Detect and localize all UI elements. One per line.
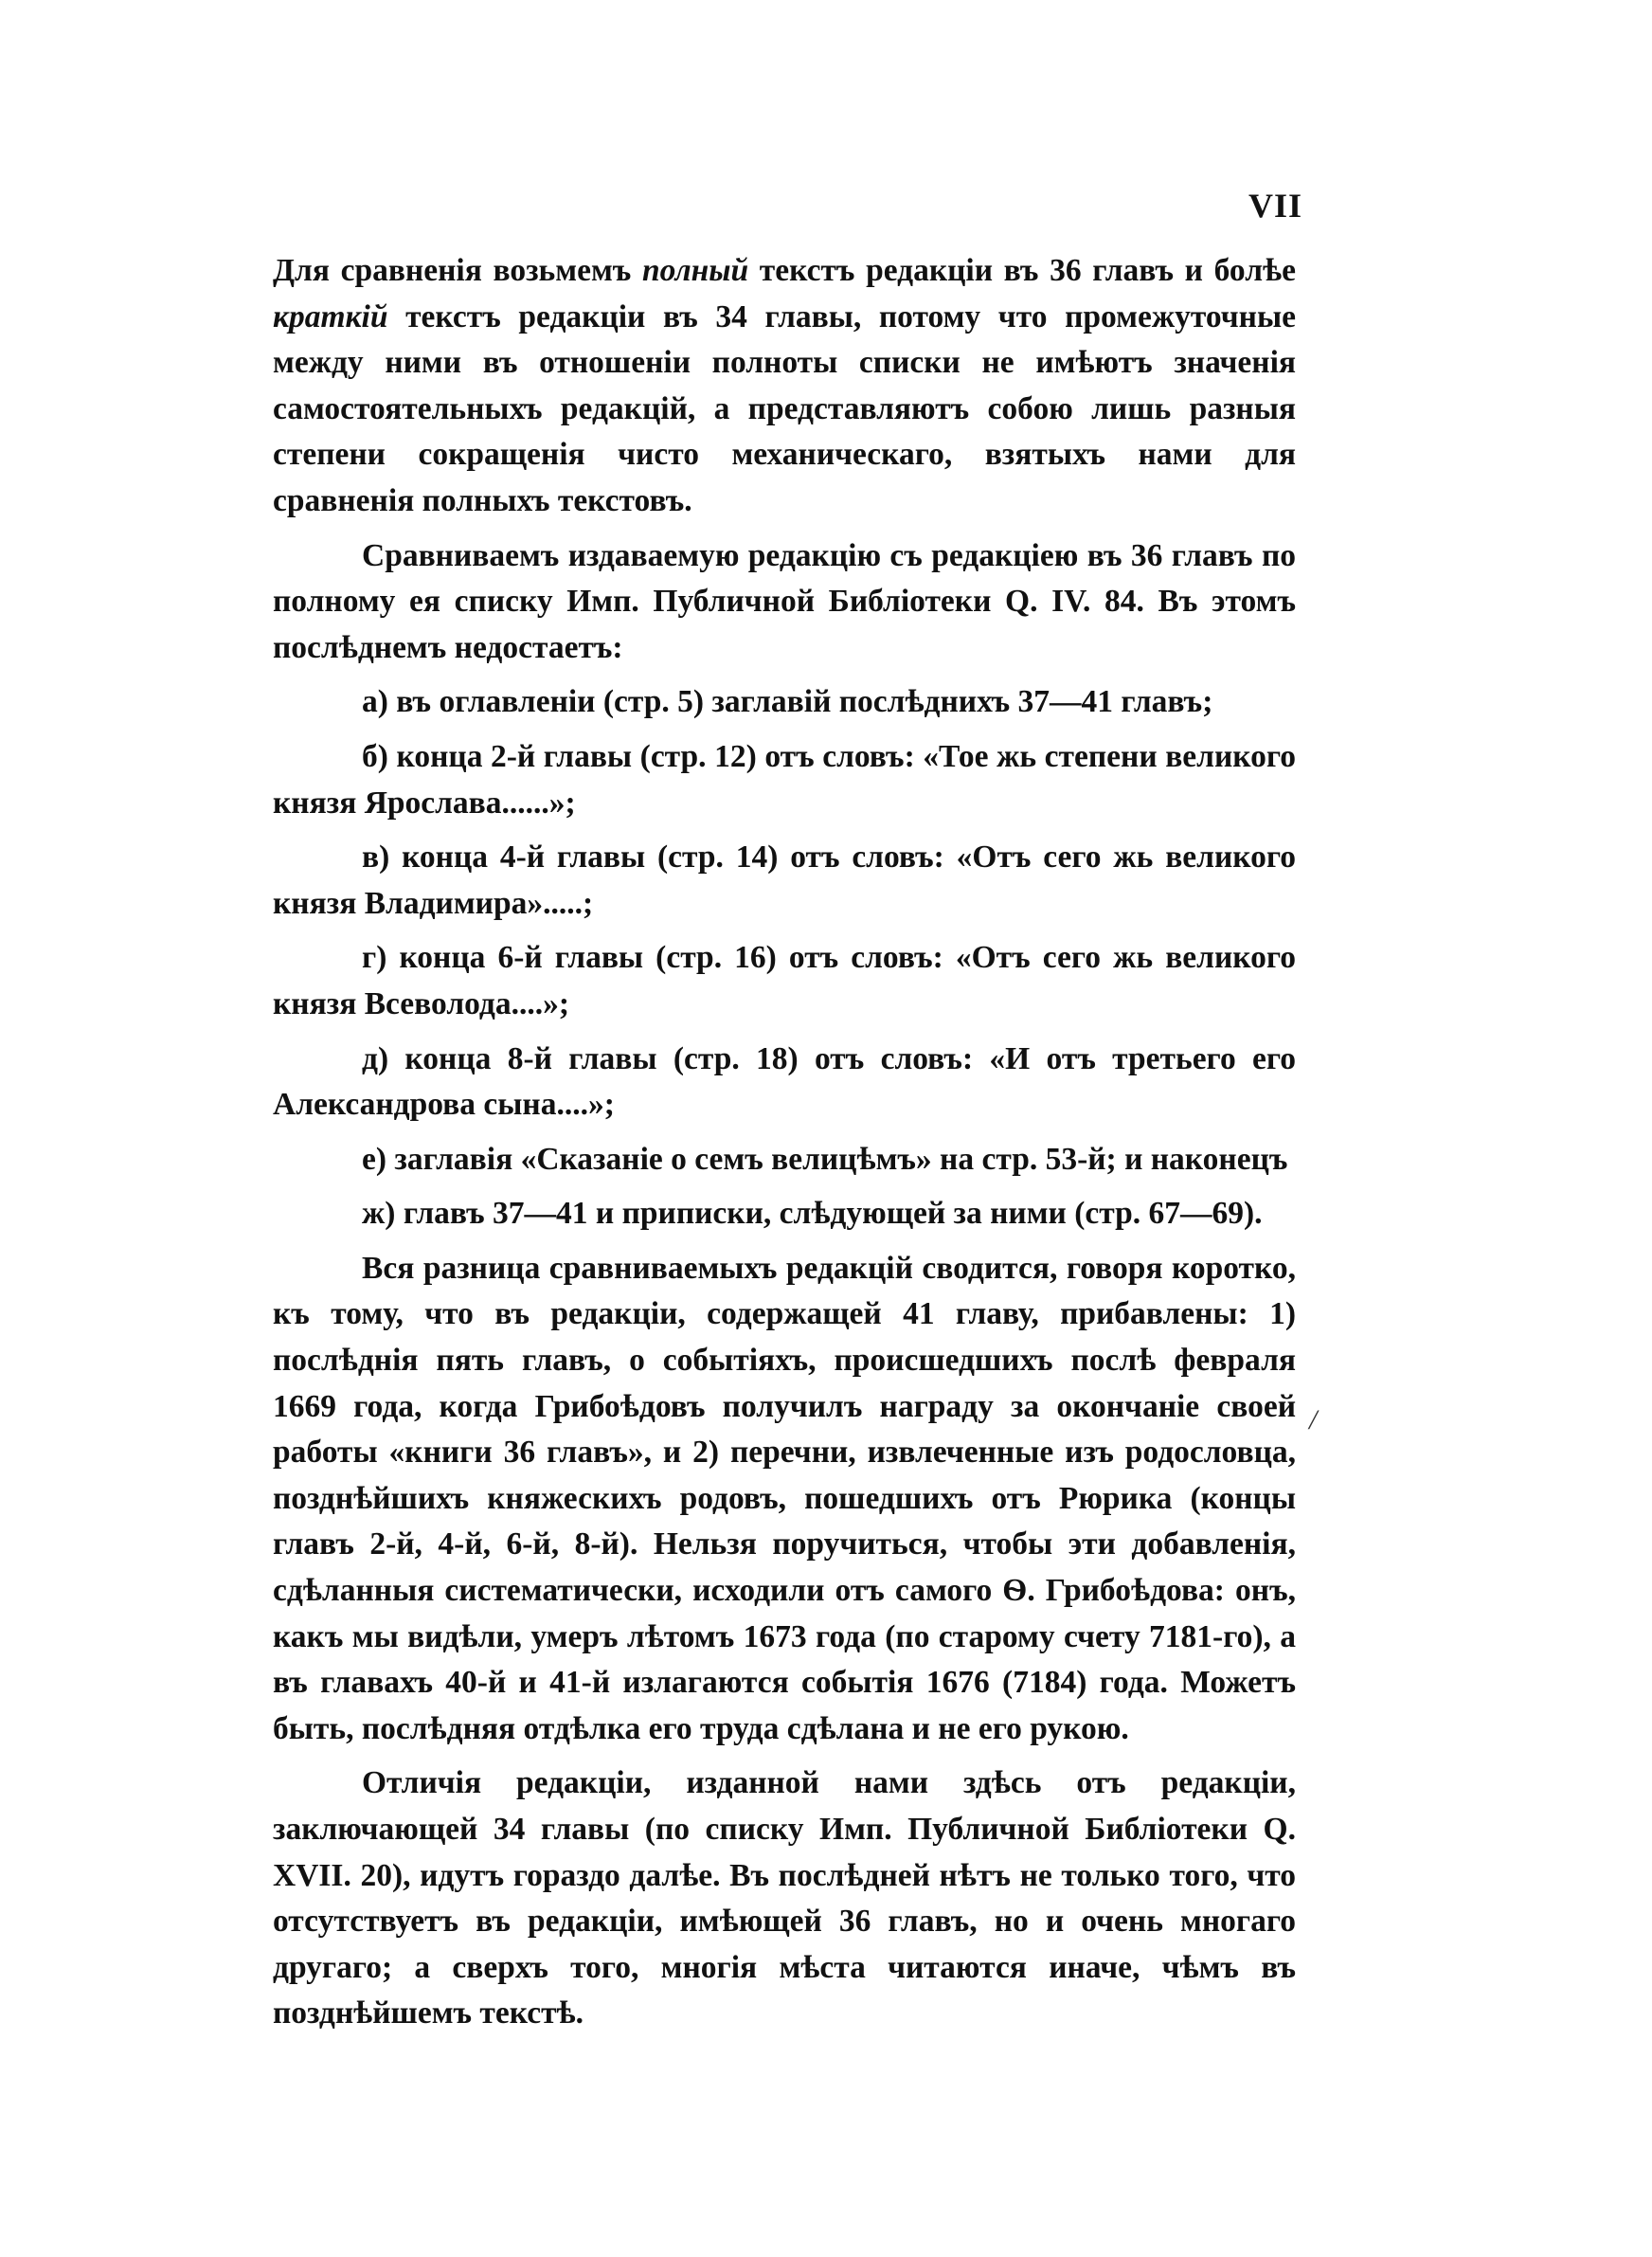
intro-emphasis-brief: краткій [273, 298, 388, 334]
intro-paragraph [273, 248, 1296, 525]
margin-mark: / [1309, 1404, 1318, 1435]
list-item-v: в) конца 4-й главы (стр. 14) отъ словъ: «Отъ сего жь великого князя Владимира».....; [273, 840, 1296, 921]
list-item-zh: ж) главъ 37—41 и приписки, слѣдующей за ними (стр. 67—69). [362, 1196, 1263, 1232]
compare-intro-paragraph: Сравниваемъ издаваемую редакцію съ редакціею въ 36 главъ по полному ея списку Имп. Публичной Библіотеки Q. IV. 84. Въ этомъ послѣднемъ недостаетъ: [273, 537, 1296, 665]
list-item-a: а) въ оглавленіи (стр. 5) заглавій послѣднихъ 37—41 главъ; [362, 684, 1213, 720]
list-item-d: д) конца 8-й главы (стр. 18) отъ словъ: «И отъ третьего его Александрова сына....»; [273, 1040, 1296, 1123]
body-text [273, 248, 1296, 2046]
page-number: VII [1248, 187, 1303, 225]
list-item-b: б) конца 2-й главы (стр. 12) отъ словъ: «Тое жь степени великого князя Ярослава......»; [273, 738, 1296, 821]
intro-emphasis-full: полный [641, 253, 749, 288]
list-item-g: г) конца 6-й главы (стр. 16) отъ словъ: «Отъ сего жь великого князя Всеволода....»; [273, 940, 1296, 1021]
intro-lead: Для сравненія возьмемъ [273, 253, 642, 288]
list-item-e: е) заглавія «Сказаніе о семъ велицѣмъ» на стр. 53-й; и наконецъ [362, 1141, 1288, 1177]
intro-mid: текстъ редакціи въ 36 главъ и болѣе [748, 253, 1296, 288]
difference-paragraph: Вся разница сравниваемыхъ редакцій сводится, говоря коротко, къ тому, что въ редакціи, содержащей 41 главу, прибавлены: 1) послѣднія пять главъ, о событіяхъ, происшедшихъ послѣ февраля 1669 года, когда Грибоѣдовъ получилъ награду за окончаніе своей работы «книги 36 главъ», и 2) перечни, извлеченные изъ родословца, позднѣйшихъ княжескихъ родовъ, пошедшихъ отъ Рюрика (концы главъ 2-й, 4-й, 6-й, 8-й). Нельзя поручиться, чтобы эти добавленія, сдѣланныя систематически, исходили отъ самого Ѳ. Грибоѣдова: онъ, какъ мы видѣли, умеръ лѣтомъ 1673 года (по старому счету 7181-го), а въ главахъ 40-й и 41-й излагаются событія 1676 (7184) года. Можетъ быть, послѣдняя отдѣлка его труда сдѣлана и не его рукою. [273, 1250, 1296, 1746]
intro-tail: текстъ редакціи въ 34 главы, потому что промежуточные между ними въ отношеніи полноты списки не имѣютъ значенія самостоятельныхъ редакцій, а представляютъ собою лишь разныя степени сокращенія чисто механическаго, взятыхъ нами для сравненія полныхъ текстовъ. [273, 298, 1296, 518]
differences-34-paragraph: Отличія редакціи, изданной нами здѣсь отъ редакціи, заключающей 34 главы (по списку Имп. Публичной Библіотеки Q. XVII. 20), идутъ гораздо далѣе. Въ послѣдней нѣтъ не только того, что отсутствуетъ въ редакціи, имѣющей 36 главъ, но и очень многаго другаго; а сверхъ того, многія мѣста читаются иначе, чѣмъ въ позднѣйшемъ текстѣ. [273, 1765, 1296, 2031]
